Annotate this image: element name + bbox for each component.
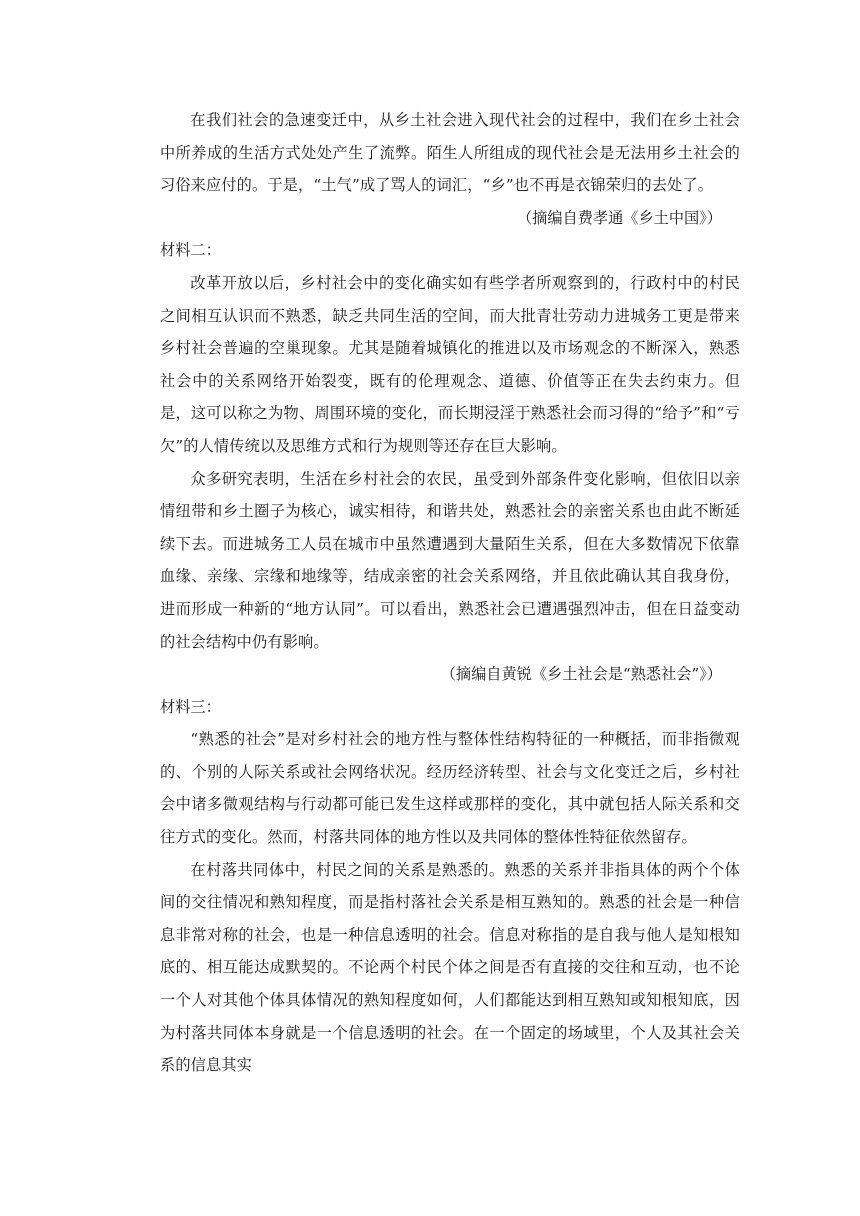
- document-body: [160, 104, 740, 1082]
- paragraph-material-one-end: 在我们社会的急速变迁中，从乡土社会进入现代社会的过程中，我们在乡土社会中所养成的生活方式处处产生了流弊。陌生人所组成的现代社会是无法用乡土社会的习俗来应付的。于是，“土气”成了骂人的词汇，“乡”也不再是衣锦荣归的去处了。: [160, 111, 740, 195]
- source-citation-fei-xiaotong: （摘编自费孝通《乡土中国》）: [516, 208, 722, 227]
- paragraph-material-two-2: 众多研究表明，生活在乡村社会的农民，虽受到外部条件变化影响，但依旧以亲情纽带和乡土圈子为核心，诚实相待，和谐共处，熟悉社会的亲密关系也由此不断延续下去。而进城务工人员在城市中虽然遭遇到大量陌生关系，但在大多数情况下依靠血缘、亲缘、宗缘和地缘等，结成亲密的社会关系网络，并且依此确认其自我身份，进而形成一种新的“地方认同”。可以看出，熟悉社会已遭遇强烈冲击，但在日益变动的社会结构中仍有影响。: [160, 469, 740, 651]
- paragraph-material-two-1: 改革开放以后，乡村社会中的变化确实如有些学者所观察到的，行政村中的村民之间相互认识而不熟悉，缺乏共同生活的空间，而大批青壮劳动力进城务工更是带来乡村社会普遍的空巢现象。尤其是随着城镇化的推进以及市场观念的不断深入，熟悉社会中的关系网络开始裂变，既有的伦理观念、道德、价值等正在失去约束力。但是，这可以称之为物、周围环境的变化，而长期浸淫于熟悉社会而习得的“给予”和“亏欠”的人情传统以及思维方式和行为规则等还存在巨大影响。: [160, 273, 740, 455]
- source-citation-huang-rui: （摘编自黄锐《乡土社会是“熟悉社会”》）: [440, 665, 722, 684]
- heading-material-two: 材料二：: [160, 241, 221, 260]
- heading-material-three: 材料三：: [160, 697, 221, 716]
- paragraph-material-three-2: 在村落共同体中，村民之间的关系是熟悉的。熟悉的关系并非指具体的两个个体间的交往情况和熟知程度，而是指村落社会关系是相互熟知的。熟悉的社会是一种信息非常对称的社会，也是一种信息透明的社会。信息对称指的是自我与他人是知根知底的、相互能达成默契的。不论两个村民个体之间是否有直接的交往和互动，也不论一个人对其他个体具体情况的熟知程度如何，人们都能达到相互熟知或知根知底，因为村落共同体本身就是一个信息透明的社会。在一个固定的场域里，个人及其社会关系的信息其实: [160, 860, 740, 1075]
- paragraph-material-three-1: “熟悉的社会”是对乡村社会的地方性与整体性结构特征的一种概括，而非指微观的、个别的人际关系或社会网络状况。经历经济转型、社会与文化变迁之后，乡村社会中诸多微观结构与行动都可能已发生这样或那样的变化，其中就包括人际关系和交往方式的变化。然而，村落共同体的地方性以及共同体的整体性特征依然留存。: [160, 730, 740, 847]
